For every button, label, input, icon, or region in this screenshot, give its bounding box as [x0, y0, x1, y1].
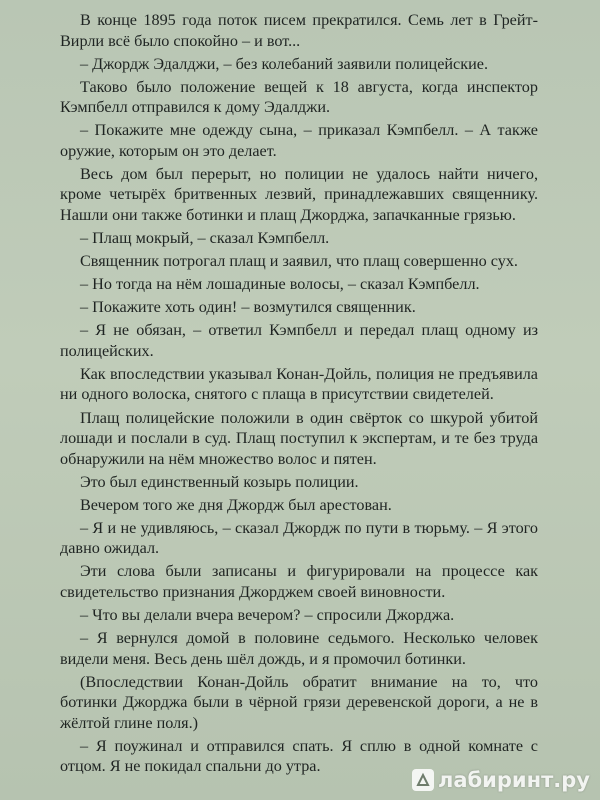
paragraph: – Я и не удивляюсь, – сказал Джордж по пути в тюрьму. – Я этого давно ожидал. — [60, 518, 538, 558]
paragraph: – Я поужинал и отправился спать. Я сплю в одной комнате с отцом. Я не покидал спальни до утра. — [60, 736, 538, 776]
paragraph: Это был единственный козырь полиции. — [80, 472, 359, 491]
labirint-logo-icon — [412, 769, 434, 791]
paragraph: – Плащ мокрый, – сказал Кэмпбелл. — [80, 228, 330, 247]
paragraph: – Я вернулся домой в половине седьмого. Несколько человек видели меня. Весь день шёл дождь, и я промочил ботинки. — [60, 629, 538, 668]
paragraph: – Покажите мне одежду сына, – приказал Кэмпбелл. – А также оружие, которым он это делает. — [60, 121, 538, 160]
paragraph: Эти слова были записаны и фигурировали на процессе как свидетельство признания Джорджем своей виновности. — [60, 562, 538, 601]
paragraph: – Я не обязан, – ответил Кэмпбелл и передал плащ одному из полицейских. — [60, 321, 538, 360]
paragraph: Весь дом был перерыт, но полиции не удалось найти ничего, кроме четырёх бритвенных лезвий, принадлежавших священнику. Нашли они также ботинки и плащ Джорджа, запачканные грязью. — [60, 164, 538, 224]
book-page-text — [60, 10, 538, 779]
paragraph: В конце 1895 года поток писем прекратился. Семь лет в Грейт-Вирли всё было спокойно – и вот... — [60, 11, 538, 50]
paragraph: – Но тогда на нём лошадиные волосы, – сказал Кэмпбелл. — [80, 275, 480, 294]
paragraph: Плащ полицейские положили в один свёрток со шкурой убитой лошади и послали в суд. Плащ поступил к экспертам, и те без труда обнаружили на нём множество волос и пятен. — [60, 408, 538, 468]
paragraph: Священник потрогал плащ и заявил, что плащ совершенно сух. — [80, 252, 518, 271]
paragraph: (Впоследствии Конан-Дойль обратит внимание на то, что ботинки Джорджа были в чёрной грязи деревенской дороги, а не в жёлтой глине поля.) — [60, 672, 538, 732]
paragraph: Таково было положение вещей к 18 августа, когда инспектор Кэмпбелл отправился к дому Эдалджи. — [60, 77, 538, 117]
paragraph: – Что вы делали вчера вечером? – спросили Джорджа. — [80, 606, 455, 624]
paragraph: – Покажите хоть один! – возмутился священник. — [80, 298, 416, 317]
paragraph: – Джордж Эдалджи, – без колебаний заявили полицейские. — [80, 54, 488, 73]
paragraph: Как впоследствии указывал Конан-Дойль, полиция не предъявила ни одного волоска, снятого с плаща в присутствии свидетелей. — [60, 364, 538, 404]
paragraph: Вечером того же дня Джордж был арестован. — [80, 495, 392, 514]
watermark-text: лабиринт.ру — [437, 768, 590, 792]
labirint-watermark — [412, 768, 590, 792]
